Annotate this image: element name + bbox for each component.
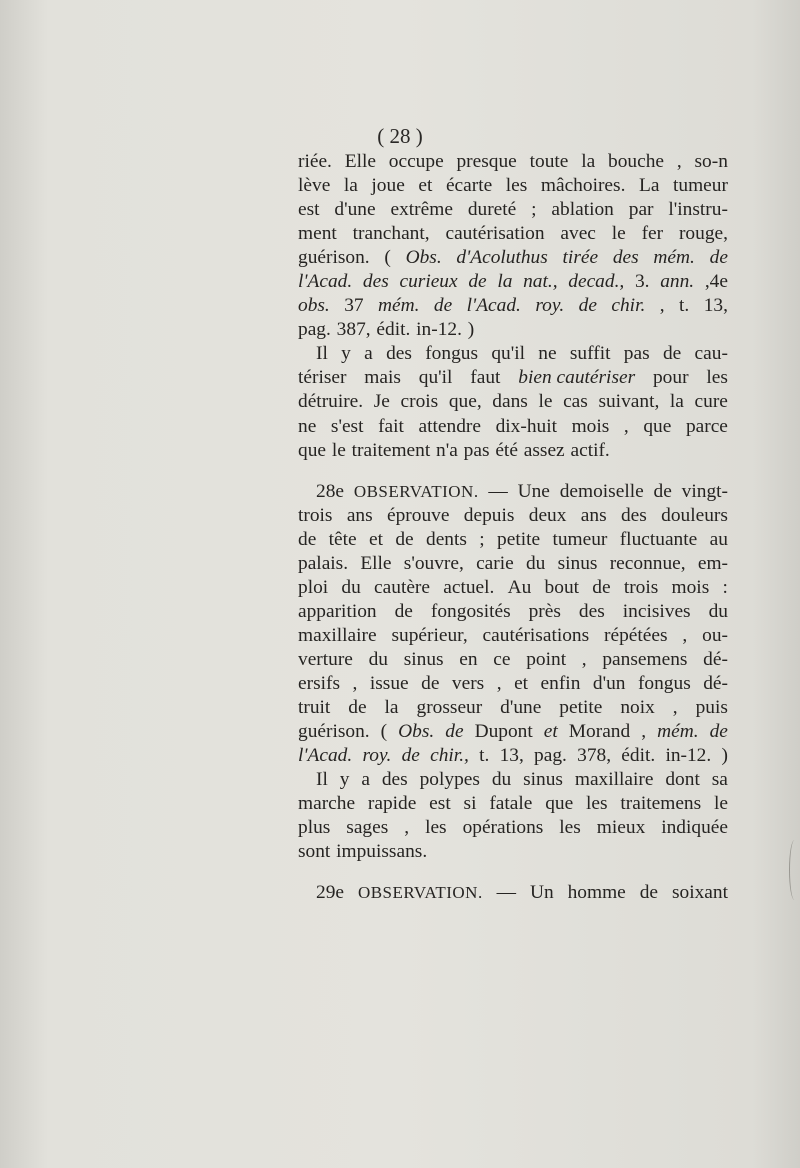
word: grosseur <box>416 697 483 719</box>
word: les <box>505 175 528 197</box>
word: issue <box>369 672 409 694</box>
word: de <box>653 480 672 502</box>
text-line <box>298 696 728 720</box>
word: ann. <box>660 271 695 293</box>
word: et <box>369 528 383 550</box>
word: parce <box>685 415 728 437</box>
word: 387, <box>336 319 371 341</box>
word: est <box>429 793 451 815</box>
word: a <box>361 769 370 791</box>
word: tranchant, <box>352 223 430 245</box>
text-line <box>298 480 728 504</box>
text-line <box>298 415 728 439</box>
word: le <box>331 439 346 461</box>
word: noix <box>620 697 655 719</box>
text-line <box>298 439 728 463</box>
word: ersifs <box>298 672 341 694</box>
word: ablation <box>551 199 614 221</box>
word: tériser <box>298 367 347 389</box>
word: mais <box>364 367 401 389</box>
word: la <box>343 175 358 197</box>
word: s'ouvre, <box>403 552 464 574</box>
word: actif. <box>570 439 610 461</box>
word: suivant, <box>598 391 660 413</box>
word: cas <box>563 391 588 413</box>
word: de <box>709 247 728 269</box>
word: depuis <box>463 504 515 526</box>
word: écarte <box>445 175 493 197</box>
word: , <box>659 295 665 317</box>
word: l'Acad. <box>298 271 353 293</box>
word: des <box>620 504 647 526</box>
word: que <box>643 415 672 437</box>
word: Un <box>529 882 554 904</box>
word: point <box>526 648 567 670</box>
word: trois <box>623 576 659 598</box>
word: sinus <box>523 769 563 791</box>
word: mois <box>671 576 710 598</box>
word: vers <box>451 672 485 694</box>
word: indiquée <box>661 817 728 839</box>
word: fatale <box>489 793 533 815</box>
word: , <box>641 721 647 743</box>
word: pas <box>623 343 650 365</box>
word: dont <box>665 769 700 791</box>
word: decad., <box>568 271 625 293</box>
word: in-12. <box>665 745 712 767</box>
text-line <box>298 174 728 198</box>
word: dans <box>492 391 528 413</box>
word: Je <box>373 391 390 413</box>
word: presque <box>456 151 517 172</box>
word: y <box>341 343 351 365</box>
word: est <box>298 199 320 221</box>
word: , <box>404 817 410 839</box>
word: fer <box>641 223 664 245</box>
text-line <box>298 150 728 174</box>
word: tirée <box>562 247 599 269</box>
word: dé- <box>703 648 728 670</box>
word: bouche <box>608 151 665 172</box>
word: so-n <box>694 151 728 172</box>
word: suffit <box>569 343 611 365</box>
word: Dupont <box>474 721 533 743</box>
word: puis <box>695 697 728 719</box>
word: ) <box>467 319 475 341</box>
word: sinus <box>403 648 444 670</box>
word: les <box>706 367 728 389</box>
word: trois <box>298 504 333 526</box>
text-line <box>298 390 728 414</box>
text-line <box>298 720 728 744</box>
word: OBSERVATION. <box>357 883 483 903</box>
word: avec <box>560 223 596 245</box>
word: d'un <box>592 672 626 694</box>
word: cautère <box>374 576 430 598</box>
word: qu'il <box>418 367 453 389</box>
text-line <box>298 342 728 366</box>
word: dureté <box>467 199 517 221</box>
word: en <box>459 648 478 670</box>
word: de <box>395 528 414 550</box>
word: opérations <box>462 817 544 839</box>
word: 29e <box>316 882 344 904</box>
word: détruire. <box>298 391 364 413</box>
word: occupe <box>388 151 444 172</box>
word: plus <box>298 817 331 839</box>
word: traitement <box>351 439 431 461</box>
word: pansemens <box>602 648 688 670</box>
word: tumeur <box>552 528 608 550</box>
word: homme <box>567 882 626 904</box>
word: incisives <box>622 600 691 622</box>
word: sinus <box>557 552 598 574</box>
word: cure <box>694 391 728 413</box>
word: ( <box>380 721 388 743</box>
word: faut <box>470 367 501 389</box>
word: des <box>381 769 408 791</box>
word: fait <box>378 415 404 437</box>
word: Elle <box>344 151 376 172</box>
word: du <box>341 576 361 598</box>
text-line <box>298 600 728 624</box>
word: les <box>559 817 581 839</box>
word: des <box>612 247 639 269</box>
word: et <box>418 175 433 197</box>
word: deux <box>528 504 567 526</box>
word: de <box>348 697 367 719</box>
text-line <box>298 222 728 246</box>
word: ( <box>384 247 391 269</box>
word: s'est <box>330 415 364 437</box>
word: sont <box>298 841 331 863</box>
text-line <box>298 552 728 576</box>
word: ploi <box>298 576 329 598</box>
text-line <box>298 576 728 600</box>
word: Au <box>507 576 532 598</box>
word: ; <box>531 199 537 221</box>
word: de <box>709 721 728 743</box>
word: mém. <box>653 247 695 269</box>
word: , <box>581 648 587 670</box>
word: de <box>401 745 420 767</box>
text-line <box>298 624 728 648</box>
word: , <box>676 151 682 172</box>
word: édit. <box>621 745 656 767</box>
word: des <box>386 343 412 365</box>
word: près <box>528 600 561 622</box>
word: l'Acad. <box>466 295 521 317</box>
page-number: ( 28 ) <box>377 124 423 148</box>
word: joue <box>371 175 405 197</box>
word: crois <box>400 391 439 413</box>
word: ans <box>346 504 373 526</box>
word: — <box>488 480 508 502</box>
word: impuissans. <box>336 841 428 863</box>
text-line <box>298 366 728 390</box>
word: polypes <box>419 769 480 791</box>
word: bien cautériser <box>518 367 636 389</box>
word: mois <box>571 415 610 437</box>
word: tumeur <box>673 175 728 197</box>
word: Obs. <box>405 247 442 269</box>
word: , <box>623 415 629 437</box>
word: et <box>514 672 529 694</box>
word: chir., <box>430 745 469 767</box>
word: douleurs <box>661 504 728 526</box>
word: in-12. <box>416 319 462 341</box>
word: de <box>639 882 659 904</box>
text-line <box>298 504 728 528</box>
word: attendre <box>418 415 481 437</box>
word: a <box>364 343 373 365</box>
word: la <box>669 391 684 413</box>
word: chir. <box>611 295 646 317</box>
word: 378, <box>577 745 612 767</box>
word: reconnue, <box>609 552 686 574</box>
text-line <box>298 318 728 342</box>
word: du <box>708 600 728 622</box>
word: palais. <box>298 552 349 574</box>
word: de <box>578 295 597 317</box>
word: roy. <box>535 295 565 317</box>
word: ,4e <box>704 271 728 293</box>
word: fongus <box>425 343 479 365</box>
word: Elle <box>360 552 392 574</box>
word: du <box>491 769 512 791</box>
word: l'Acad. <box>298 745 353 767</box>
text-line <box>298 648 728 672</box>
word: petite <box>559 697 603 719</box>
word: t. <box>479 745 490 767</box>
word: cautérisation <box>445 223 545 245</box>
word: y <box>339 769 350 791</box>
word: et <box>543 721 558 743</box>
word: des <box>578 600 605 622</box>
word: dents <box>426 528 467 550</box>
word: traitemens <box>620 793 702 815</box>
word: mém. <box>378 295 420 317</box>
text-line <box>298 672 728 696</box>
word: 13, <box>703 295 728 317</box>
word: de <box>298 528 317 550</box>
word: de <box>394 600 413 622</box>
word: la <box>384 697 399 719</box>
word: sa <box>711 769 728 791</box>
word: 28e <box>316 480 344 502</box>
text-line <box>298 744 728 768</box>
word: ans <box>580 504 607 526</box>
word: cau- <box>694 343 728 365</box>
word: été <box>495 439 518 461</box>
word: pag. <box>298 319 331 341</box>
word: OBSERVATION. <box>353 481 479 501</box>
word: — <box>496 882 517 904</box>
word: ce <box>493 648 511 670</box>
word: de <box>662 343 682 365</box>
word: riée. <box>298 151 332 172</box>
word: ) <box>721 745 728 767</box>
word: Il <box>316 343 328 365</box>
word: de <box>592 576 611 598</box>
text-line <box>298 816 728 840</box>
word: verture <box>298 648 353 670</box>
word: assez <box>523 439 565 461</box>
word: le <box>538 391 553 413</box>
word: supérieur, <box>391 624 468 646</box>
word: guérison. <box>298 247 370 269</box>
word: fongus <box>637 672 691 694</box>
word: fluctuante <box>619 528 698 550</box>
word: Morand <box>568 721 631 743</box>
word: mieux <box>596 817 646 839</box>
word: dix-huit <box>495 415 557 437</box>
word: Obs. <box>398 721 435 743</box>
word: ou- <box>702 624 728 646</box>
word: les <box>425 817 447 839</box>
word: le <box>714 793 728 815</box>
text-line <box>298 881 728 905</box>
word: curieux <box>399 271 458 293</box>
word: obs. <box>298 295 330 317</box>
word: soixant <box>671 882 728 904</box>
text-line <box>298 198 728 222</box>
word: nat., <box>523 271 558 293</box>
word: par <box>628 199 654 221</box>
text-line <box>298 840 728 864</box>
word: pour <box>652 367 689 389</box>
word: bout <box>544 576 580 598</box>
word: que <box>298 439 326 461</box>
word: d'Acoluthus <box>456 247 548 269</box>
word: Une <box>517 480 550 502</box>
word: au <box>709 528 728 550</box>
word: vingt- <box>681 480 728 502</box>
word: la <box>581 151 596 172</box>
word: fongosités <box>430 600 511 622</box>
word: marche <box>298 793 356 815</box>
word: de <box>468 271 487 293</box>
word: toute <box>529 151 569 172</box>
word: extrême <box>390 199 453 221</box>
word: mém. <box>657 721 699 743</box>
word: de <box>445 721 464 743</box>
word: répétées <box>604 624 668 646</box>
word: roy. <box>362 745 392 767</box>
word: ; <box>479 528 485 550</box>
word: , <box>496 672 502 694</box>
word: dé- <box>703 672 728 694</box>
word: maxillaire <box>574 769 654 791</box>
word: demoiselle <box>559 480 644 502</box>
body-text <box>298 150 728 905</box>
word: t. <box>679 295 690 317</box>
word: enfin <box>540 672 581 694</box>
word: que <box>545 793 574 815</box>
word: La <box>638 175 660 197</box>
text-line <box>298 246 728 270</box>
word: guérison. <box>298 721 370 743</box>
word: em- <box>697 552 728 574</box>
text-line <box>298 270 728 294</box>
word: apparition <box>298 600 377 622</box>
word: , <box>682 624 688 646</box>
word: du <box>368 648 388 670</box>
word: éprouve <box>387 504 450 526</box>
word: édit. <box>376 319 411 341</box>
word: : <box>722 576 728 598</box>
word: du <box>525 552 546 574</box>
word: des <box>362 271 389 293</box>
word: tête <box>328 528 357 550</box>
word: , <box>672 697 678 719</box>
word: 13, <box>499 745 524 767</box>
word: ne <box>298 415 317 437</box>
paragraph-gap <box>298 864 728 881</box>
word: carie <box>476 552 514 574</box>
word: lève <box>298 175 331 197</box>
word: le <box>611 223 626 245</box>
word: n'a <box>436 439 458 461</box>
word: que, <box>448 391 482 413</box>
word: 37 <box>344 295 364 317</box>
word: , <box>352 672 358 694</box>
word: sages <box>346 817 389 839</box>
paragraph-gap <box>298 463 728 480</box>
word: Il <box>316 769 328 791</box>
word: la <box>497 271 513 293</box>
word: mâchoires. <box>540 175 626 197</box>
word: rapide <box>367 793 417 815</box>
text-line <box>298 294 728 318</box>
page-edge-mark <box>789 840 800 900</box>
text-line <box>298 792 728 816</box>
word: truit <box>298 697 331 719</box>
word: 3. <box>634 271 650 293</box>
word: d'une <box>500 697 542 719</box>
word: rouge, <box>678 223 728 245</box>
word: ment <box>298 223 337 245</box>
word: pag. <box>534 745 567 767</box>
word: de <box>433 295 453 317</box>
word: maxillaire <box>298 624 377 646</box>
word: l'instru- <box>668 199 728 221</box>
word: d'une <box>334 199 376 221</box>
word: pas <box>463 439 490 461</box>
text-line <box>298 528 728 552</box>
word: ne <box>538 343 557 365</box>
text-line <box>298 768 728 792</box>
word: qu'il <box>491 343 525 365</box>
word: cautérisations <box>482 624 590 646</box>
word: les <box>586 793 608 815</box>
word: actuel. <box>443 576 495 598</box>
word: si <box>463 793 477 815</box>
word: petite <box>497 528 541 550</box>
word: de <box>421 672 440 694</box>
